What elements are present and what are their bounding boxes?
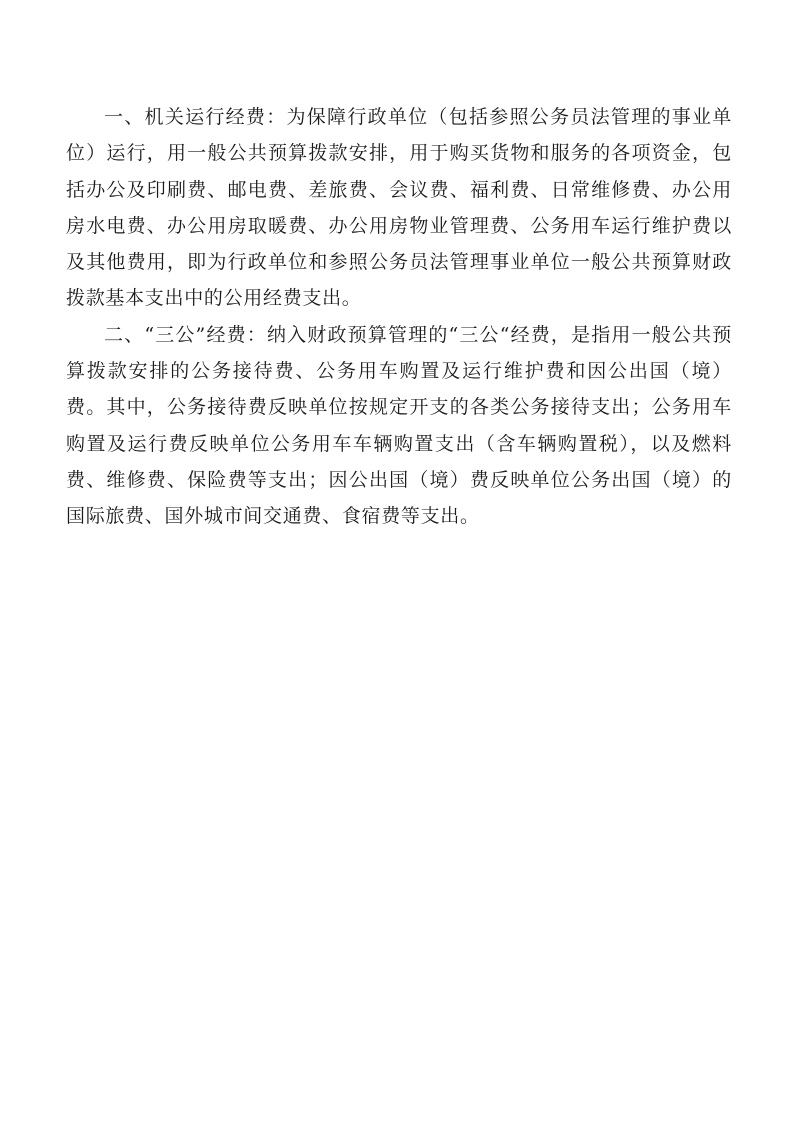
paragraph-three-public-expenses: 二、“三公”经费：纳入财政预算管理的“三公“经费，是指用一般公共预算拨款安排的公务接待费、公务用车购置及运行维护费和因公出国（境）费。其中，公务接待费反映单位按规定开支的各类公务接待支出；公务用车购置及运行费反映单位公务用车车辆购置支出（含车辆购置税），以及燃料费、维修费、保险费等支出；因公出国（境）费反映单位公务出国（境）的国际旅费、国外城市间交通费、食宿费等支出。 xyxy=(66,323,732,528)
paragraph-operating-expenses: 一、机关运行经费：为保障行政单位（包括参照公务员法管理的事业单位）运行，用一般公共预算拨款安排，用于购买货物和服务的各项资金，包括办公及印刷费、邮电费、差旅费、会议费、福利费、日常维修费、办公用房水电费、办公用房取暖费、办公用房物业管理费、公务用车运行维护费以及其他费用，即为行政单位和参照公务员法管理事业单位一般公共预算财政拨款基本支出中的公用经费支出。 xyxy=(66,106,732,310)
document-body xyxy=(66,99,732,535)
